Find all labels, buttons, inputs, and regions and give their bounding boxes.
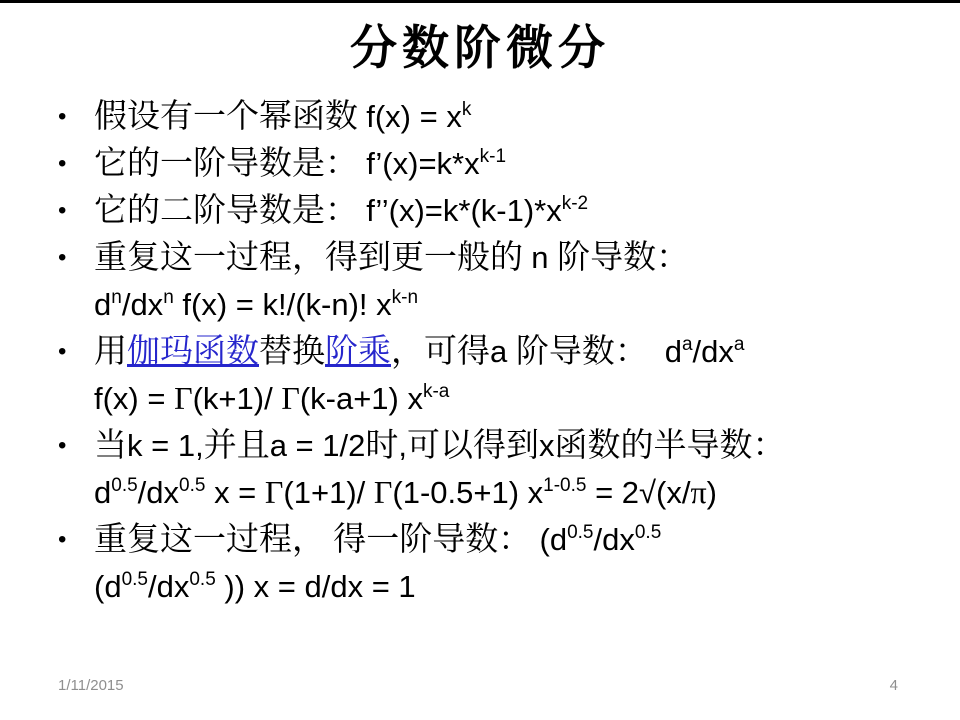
text-segment: 替换 xyxy=(259,333,325,370)
text-segment: /dx xyxy=(121,286,164,322)
bullet-item xyxy=(58,140,940,187)
text-segment: f(x) = x xyxy=(366,98,462,134)
bullet-item xyxy=(58,422,940,516)
text-segment: Γ xyxy=(174,379,193,416)
superscript: a xyxy=(681,333,693,355)
text-segment: = 2√(x/ xyxy=(586,474,691,510)
text-segment: d xyxy=(94,286,112,322)
text-segment: n xyxy=(531,239,558,275)
superscript: n xyxy=(163,286,174,308)
text-segment: /dx xyxy=(692,333,734,369)
bullet-item xyxy=(58,516,940,610)
text-segment: f’’(x)=k*(k-1)*x xyxy=(366,192,562,228)
text-segment: x xyxy=(538,427,555,463)
superscript: k-2 xyxy=(561,192,589,214)
text-segment: 它的二阶导数是： xyxy=(94,192,367,229)
superscript: 0.5 xyxy=(189,568,216,590)
superscript: 1-0.5 xyxy=(543,474,587,496)
superscript: 0.5 xyxy=(111,474,138,496)
bullet-item xyxy=(58,93,940,140)
text-line xyxy=(94,187,940,234)
text-segment: 重复这一过程， 得一阶导数： xyxy=(94,521,540,558)
text-segment: 时 xyxy=(365,427,399,464)
text-line xyxy=(94,281,940,328)
text-line xyxy=(94,234,940,281)
superscript: k xyxy=(461,98,472,120)
text-segment: 重复这一过程，得到更一般的 xyxy=(94,239,532,276)
text-segment: 并且 xyxy=(203,427,270,464)
text-segment: d xyxy=(656,333,682,369)
text-segment: ，可得 xyxy=(391,333,490,370)
text-segment: /dx xyxy=(593,521,635,557)
page-title: 分数阶微分 xyxy=(350,23,610,75)
text-segment: 它的一阶导数是： xyxy=(94,145,367,182)
text-segment: (1-0.5+1) x xyxy=(392,474,544,510)
footer-date: 1/11/2015 xyxy=(58,677,124,694)
superscript: n xyxy=(111,286,122,308)
bullet-icon: • xyxy=(58,196,67,224)
text-segment: 阶导数： xyxy=(557,239,690,276)
superscript: a xyxy=(733,333,745,355)
text-segment: f’(x)=k*x xyxy=(366,145,480,181)
text-segment: , xyxy=(398,427,407,463)
slide-top-border xyxy=(0,0,960,3)
gamma-function-link[interactable]: 伽玛函数 xyxy=(127,333,259,370)
text-segment: 假设有一个幂函数 xyxy=(94,98,367,135)
text-segment: Γ xyxy=(373,473,393,510)
text-segment: a xyxy=(490,333,516,369)
text-line xyxy=(94,93,940,140)
text-segment: a = 1/2 xyxy=(269,427,366,463)
text-segment: )) x = d/dx = 1 xyxy=(215,568,416,604)
text-segment: k = 1, xyxy=(127,427,204,463)
text-line xyxy=(94,328,940,375)
superscript: 0.5 xyxy=(121,568,148,590)
bullet-list xyxy=(58,93,940,610)
text-segment: d xyxy=(94,474,112,510)
superscript: 0.5 xyxy=(179,474,206,496)
text-line xyxy=(94,375,940,422)
bullet-item xyxy=(58,328,940,422)
superscript: k-n xyxy=(391,286,419,308)
superscript: 0.5 xyxy=(634,521,662,543)
superscript: k-1 xyxy=(479,145,507,167)
bullet-icon: • xyxy=(58,149,67,177)
bullet-icon: • xyxy=(58,525,67,553)
bullet-icon: • xyxy=(58,431,67,459)
text-segment: 当 xyxy=(94,427,127,464)
factorial-link[interactable]: 阶乘 xyxy=(325,333,391,370)
text-segment: (1+1)/ xyxy=(283,474,374,510)
text-segment: /dx xyxy=(148,568,190,604)
bullet-item xyxy=(58,187,940,234)
bullet-icon: • xyxy=(58,102,67,130)
text-segment: (d xyxy=(539,521,568,557)
text-segment: Γ xyxy=(281,379,300,416)
text-segment: 函数的半导数： xyxy=(554,427,786,464)
superscript: k-a xyxy=(422,380,450,402)
text-segment: x = xyxy=(205,474,265,510)
text-segment: π xyxy=(690,473,707,510)
text-line xyxy=(94,422,940,469)
text-segment: (k-a+1) x xyxy=(299,380,423,416)
text-line xyxy=(94,563,940,610)
text-segment: 阶导数： xyxy=(515,333,657,370)
text-segment: f(x) = xyxy=(94,380,175,416)
text-line xyxy=(94,469,940,516)
bullet-icon: • xyxy=(58,243,67,271)
text-segment: ) xyxy=(706,474,717,510)
text-segment: (k+1)/ xyxy=(192,380,282,416)
bullet-icon: • xyxy=(58,337,67,365)
bullet-item xyxy=(58,234,940,328)
text-line xyxy=(94,516,940,563)
text-segment: 可以得到 xyxy=(406,427,539,464)
text-segment: 用 xyxy=(94,333,127,370)
text-segment: /dx xyxy=(137,474,180,510)
text-line xyxy=(94,140,940,187)
text-segment: f(x) = k!/(k-n)! x xyxy=(173,286,392,322)
text-segment: Γ xyxy=(264,473,284,510)
page-number: 4 xyxy=(889,677,898,694)
superscript: 0.5 xyxy=(567,521,594,543)
text-segment: (d xyxy=(94,568,122,604)
